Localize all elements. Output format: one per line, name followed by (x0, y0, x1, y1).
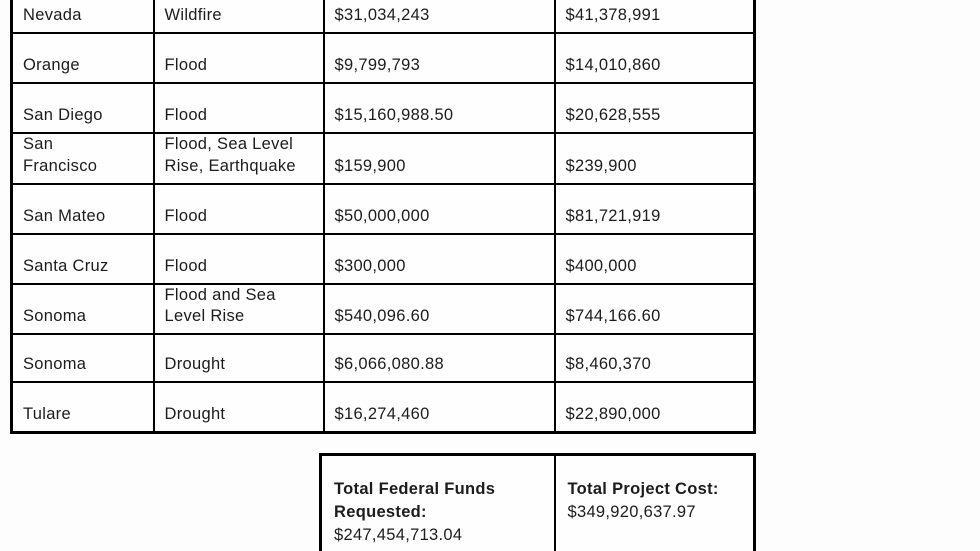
cell-hazard (154, 382, 324, 432)
cell-total-cost: $400,000 (555, 234, 755, 284)
cell-federal-funds: $31,034,243 (324, 0, 555, 33)
hazard-text: Flood, Sea Level Rise, Earthquake (164, 135, 296, 175)
total-project-cost-value: $349,920,637.97 (567, 503, 696, 521)
hazard-text: Drought (164, 355, 226, 374)
cell-hazard (154, 83, 324, 133)
county-text: San Francisco (23, 135, 98, 175)
cell-total-cost: $20,628,555 (555, 83, 755, 133)
cell-hazard (154, 33, 324, 83)
hazard-text: Flood (164, 56, 208, 75)
county-text: Sonoma (23, 307, 87, 326)
table-row (12, 284, 755, 335)
cell-total-cost: $744,166.60 (555, 284, 755, 335)
cell-county (12, 234, 154, 284)
cell-total-cost: $239,900 (555, 133, 755, 184)
summary-row (321, 455, 755, 551)
cell-federal-funds: $16,274,460 (324, 382, 555, 432)
cell-county (12, 284, 154, 335)
hazard-text: Flood (164, 256, 208, 275)
county-text: Sonoma (23, 355, 87, 374)
cell-federal-funds: $300,000 (324, 234, 555, 284)
cell-total-cost: $8,460,370 (555, 334, 755, 382)
cell-federal-funds: $15,160,988.50 (324, 83, 555, 133)
cell-total-cost: $22,890,000 (555, 382, 755, 432)
cell-county (12, 334, 154, 382)
hazard-text: Wildfire (164, 6, 222, 25)
hazard-text: Flood (164, 206, 208, 225)
cell-hazard (154, 284, 324, 335)
cell-county (12, 33, 154, 83)
total-federal-funds-value: $247,454,713.04 (334, 526, 463, 544)
cell-hazard (154, 334, 324, 382)
cell-federal-funds: $9,799,793 (324, 33, 555, 83)
table-row (12, 83, 755, 133)
cell-county (12, 133, 154, 184)
hazard-mitigation-table (10, 0, 756, 434)
county-text: Tulare (23, 404, 71, 423)
table-row (12, 184, 755, 234)
hazard-text: Flood and Sea Level Rise (164, 285, 276, 326)
cell-hazard (154, 234, 324, 284)
cell-hazard (154, 0, 324, 33)
cell-county (12, 184, 154, 234)
hazard-text: Drought (164, 404, 226, 423)
table-row (12, 334, 755, 382)
table-row (12, 0, 755, 33)
table-row (12, 33, 755, 83)
table-row (12, 382, 755, 432)
cell-total-cost: $14,010,860 (555, 33, 755, 83)
cell-hazard (154, 184, 324, 234)
county-text: San Mateo (23, 206, 106, 225)
total-federal-funds-label: Total Federal Funds Requested: (334, 480, 496, 521)
cell-federal-funds: $540,096.60 (324, 284, 555, 335)
county-text: Nevada (23, 6, 82, 25)
cell-total-cost: $81,721,919 (555, 184, 755, 234)
totals-summary-box (319, 453, 756, 551)
county-text: Santa Cruz (23, 256, 109, 275)
cell-county (12, 0, 154, 33)
county-text: San Diego (23, 106, 103, 125)
cell-county (12, 83, 154, 133)
total-project-cost-cell (555, 455, 755, 551)
cell-hazard (154, 133, 324, 184)
cell-federal-funds: $50,000,000 (324, 184, 555, 234)
cell-federal-funds: $159,900 (324, 133, 555, 184)
hazard-text: Flood (164, 106, 208, 125)
total-federal-funds-cell (321, 455, 555, 551)
cell-federal-funds: $6,066,080.88 (324, 334, 555, 382)
total-project-cost-label: Total Project Cost: (567, 480, 719, 498)
table-row (12, 133, 755, 184)
cell-county (12, 382, 154, 432)
table-row (12, 234, 755, 284)
cell-total-cost: $41,378,991 (555, 0, 755, 33)
county-text: Orange (23, 56, 80, 75)
